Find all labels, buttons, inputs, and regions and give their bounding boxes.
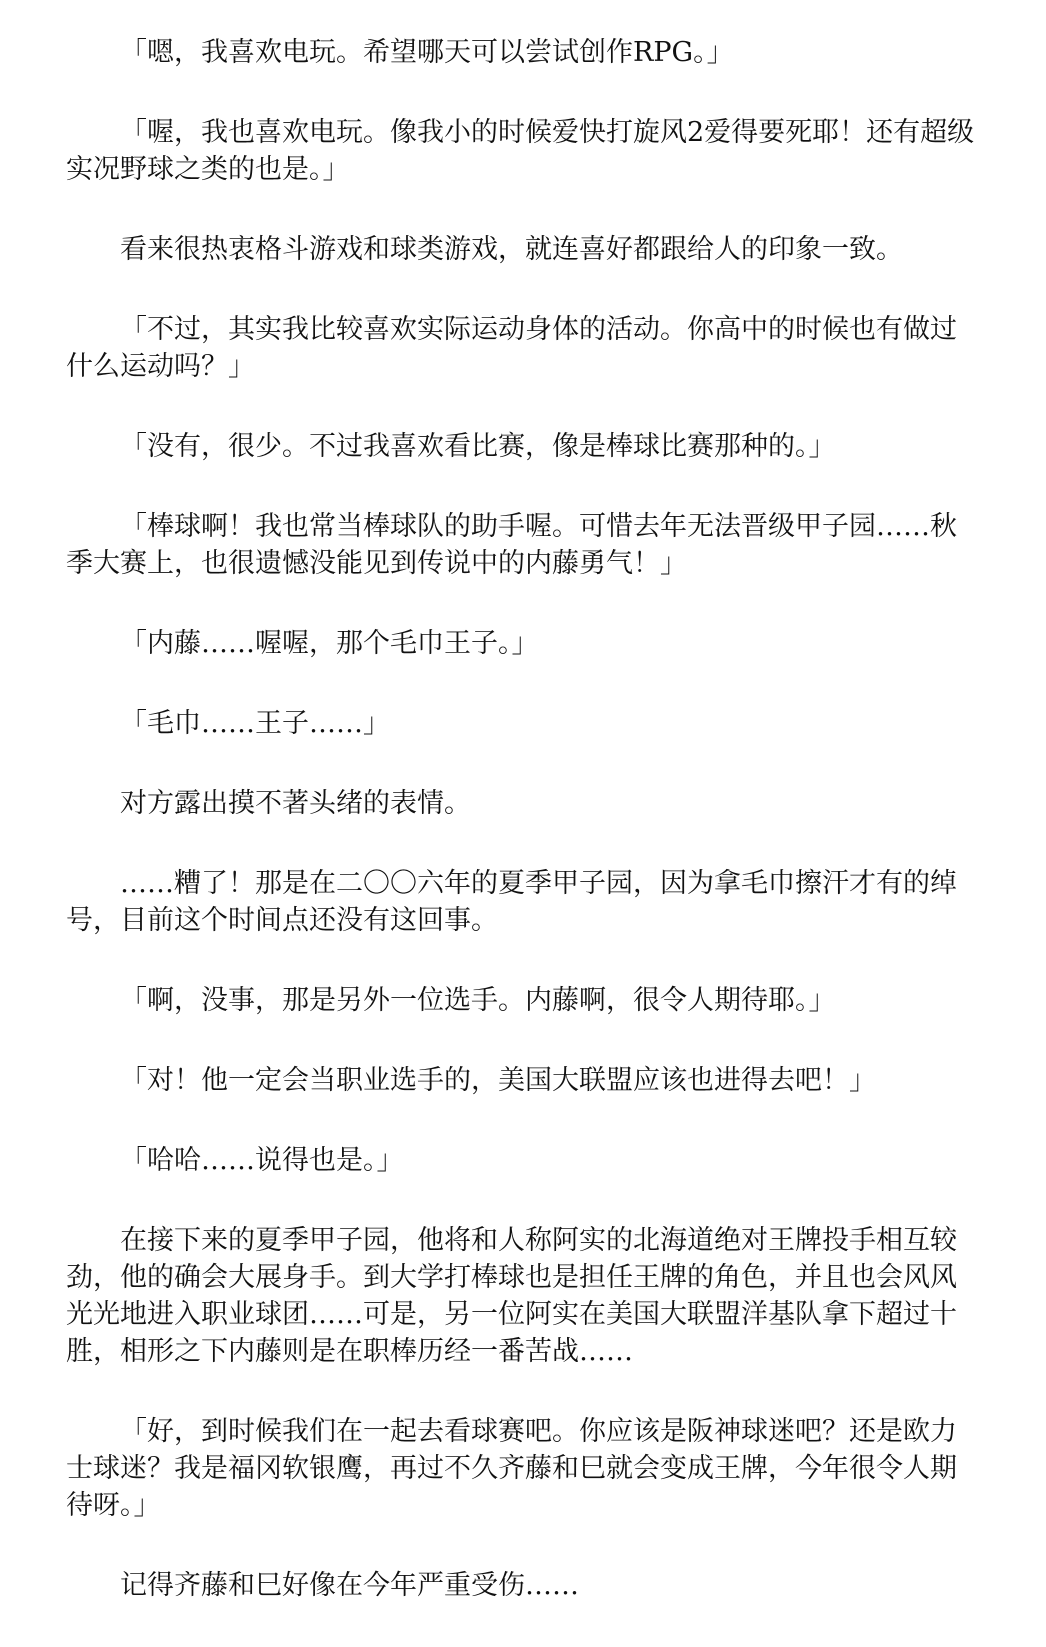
- paragraph: ……糟了！那是在二〇〇六年的夏季甲子园，因为拿毛巾擦汗才有的绰号，目前这个时间点还没有这回事。: [66, 868, 957, 936]
- paragraph: 对方露出摸不著头绪的表情。: [120, 788, 471, 819]
- document-page: [66, 34, 980, 1647]
- paragraph: 「啊，没事，那是另外一位选手。内藤啊，很令人期待耶。」: [120, 985, 836, 1016]
- paragraph: 「毛巾……王子……」: [120, 708, 390, 739]
- paragraph: 「棒球啊！我也常当棒球队的助手喔。可惜去年无法晋级甲子园……秋季大赛上，也很遗憾没能见到传说中的内藤勇气！」: [66, 511, 957, 579]
- paragraph: 记得齐藤和巳好像在今年严重受伤……: [120, 1570, 579, 1601]
- paragraph: 「不过，其实我比较喜欢实际运动身体的活动。你高中的时候也有做过什么运动吗？」: [66, 314, 957, 382]
- paragraph: 「好，到时候我们在一起去看球赛吧。你应该是阪神球迷吧？还是欧力士球迷？我是福冈软银鹰，再过不久齐藤和巳就会变成王牌，今年很令人期待呀。」: [66, 1416, 957, 1521]
- paragraph: 「没有，很少。不过我喜欢看比赛，像是棒球比赛那种的。」: [120, 431, 836, 462]
- paragraph: 「嗯，我喜欢电玩。希望哪天可以尝试创作RPG。」: [120, 37, 734, 68]
- paragraph: 「喔，我也喜欢电玩。像我小的时候爱快打旋风2爱得要死耶！还有超级实况野球之类的也是。」: [66, 117, 975, 185]
- paragraph: 在接下来的夏季甲子园，他将和人称阿实的北海道绝对王牌投手相互较劲，他的确会大展身手。到大学打棒球也是担任王牌的角色，并且也会风风光光地进入职业球团……可是，另一位阿实在美国大联盟洋基队拿下超过十胜，相形之下内藤则是在职棒历经一番苦战……: [66, 1225, 957, 1367]
- paragraph: 「内藤……喔喔，那个毛巾王子。」: [120, 628, 539, 659]
- paragraph: 「哈哈……说得也是。」: [120, 1145, 404, 1176]
- paragraph: 「对！他一定会当职业选手的，美国大联盟应该也进得去吧！」: [120, 1065, 876, 1096]
- paragraph: 看来很热衷格斗游戏和球类游戏，就连喜好都跟给人的印象一致。: [120, 234, 903, 265]
